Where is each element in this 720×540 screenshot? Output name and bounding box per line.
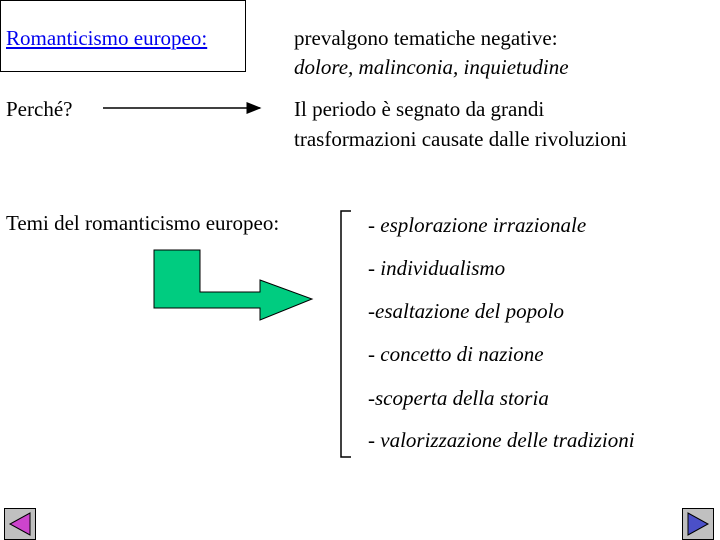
question-label: Perché? (6, 97, 73, 121)
theme-item: - concetto di nazione (368, 342, 544, 366)
prev-slide-button[interactable] (4, 508, 36, 540)
first-statement-line1: prevalgono tematiche negative: (294, 26, 558, 50)
triangle-left-icon (4, 508, 36, 540)
bent-arrow-icon (154, 250, 312, 320)
theme-item: -scoperta della storia (368, 386, 549, 410)
answer-line2: trasformazioni causate dalle rivoluzioni (294, 127, 627, 151)
title-link[interactable]: Romanticismo europeo: (6, 26, 208, 50)
theme-item: - esplorazione irrazionale (368, 213, 587, 237)
bracket-icon (341, 211, 351, 457)
theme-item: - valorizzazione delle tradizioni (368, 428, 635, 452)
theme-item: -esaltazione del popolo (368, 299, 564, 323)
theme-item: - individualismo (368, 256, 506, 280)
triangle-right-icon (682, 508, 714, 540)
themes-heading: Temi del romanticismo europeo: (6, 211, 280, 235)
first-statement-line2: dolore, malinconia, inquietudine (294, 55, 569, 79)
answer-line1: Il periodo è segnato da grandi (294, 97, 545, 121)
next-slide-button[interactable] (682, 508, 714, 540)
